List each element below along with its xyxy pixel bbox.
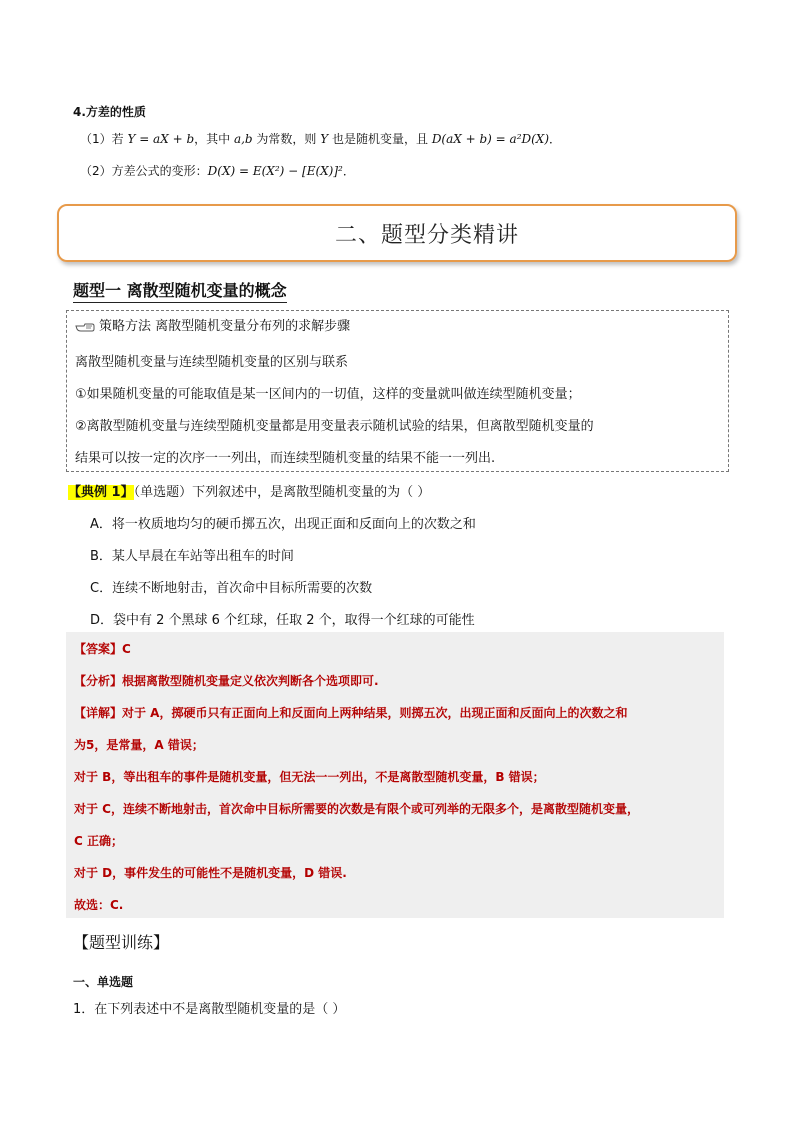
option-b: B．某人早晨在车站等出租车的时间 — [90, 549, 294, 564]
detail-line: 【详解】对于 A，掷硬币只有正面向上和反面向上两种结果，则掷五次，出现正面和反面向上的次数之和 — [74, 706, 628, 720]
detail-line: 对于 B，等出租车的事件是随机变量，但无法一一列出，不是离散型随机变量，B 错误； — [74, 770, 545, 784]
training-title: 【题型训练】 — [73, 933, 170, 952]
property-line-2: （2）方差公式的变形：D(X) = E(X²) − [E(X)]²． — [80, 164, 355, 178]
option-d: D．袋中有 2 个黑球 6 个红球，任取 2 个，取得一个红球的可能性 — [90, 613, 475, 628]
detail-line: 对于 C，连续不断地射击，首次命中目标所需要的次数是有限个或可列举的无限多个，是离散型随机变量， — [74, 802, 639, 816]
property-line-1: （1）若 Y = aX + b，其中 a,b 为常数，则 Y 也是随机变量，且 D(aX + b) = a²D(X)． — [80, 132, 562, 146]
strategy-title: 策略方法 离散型随机变量分布列的求解步骤 — [99, 319, 351, 334]
answer-box — [66, 632, 724, 918]
strategy-line: ②离散型随机变量与连续型随机变量都是用变量表示随机试验的结果，但离散型随机变量的 — [75, 419, 594, 434]
strategy-line: 离散型随机变量与连续型随机变量的区别与联系 — [75, 355, 349, 370]
option-c: C．连续不断地射击，首次命中目标所需要的次数 — [90, 581, 373, 596]
detail-line: C 正确； — [74, 834, 123, 848]
option-a: A．将一枚质地均匀的硬币掷五次，出现正面和反面向上的次数之和 — [90, 517, 476, 532]
example-label: 【典例 1】 — [68, 485, 134, 500]
strategy-title-row — [75, 315, 350, 334]
formula: Y = aX + b — [127, 132, 195, 146]
training-subtitle: 一、单选题 — [73, 975, 134, 989]
section-title: 4.方差的性质 — [73, 105, 146, 119]
analysis-line: 【分析】根据离散型随机变量定义依次判断各个选项即可. — [74, 674, 379, 688]
formula: D(X) = E(X²) − [E(X)]² — [207, 164, 343, 178]
example-question: 【典例 1】（单选题）下列叙述中，是离散型随机变量的为（ ） — [68, 485, 431, 500]
detail-line: 为5，是常量，A 错误； — [74, 738, 204, 752]
strategy-box — [66, 310, 729, 472]
training-question-1: 1．在下列表述中不是离散型随机变量的是（ ） — [73, 1002, 346, 1017]
section-banner — [57, 204, 737, 262]
banner-title: 二、题型分类精讲 — [334, 222, 519, 248]
detail-line: 故选：C. — [74, 898, 124, 912]
detail-line: 对于 D，事件发生的可能性不是随机变量，D 错误. — [74, 866, 347, 880]
formula: D(aX + b) = a²D(X) — [431, 132, 550, 146]
pointing-hand-icon — [75, 321, 95, 333]
answer-line: 【答案】C — [74, 642, 131, 656]
type-heading: 题型一 离散型随机变量的概念 — [73, 278, 287, 303]
strategy-line: ①如果随机变量的可能取值是某一区间内的一切值，这样的变量就叫做连续型随机变量； — [75, 387, 581, 402]
strategy-line: 结果可以按一定的次序一一列出，而连续型随机变量的结果不能一一列出. — [75, 451, 496, 466]
